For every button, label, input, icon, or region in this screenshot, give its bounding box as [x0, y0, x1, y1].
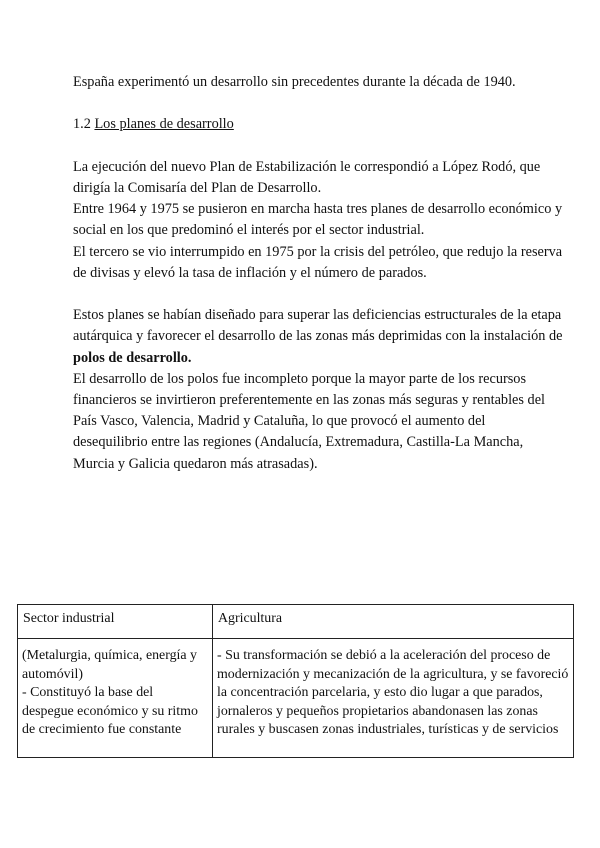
polos-de-desarrollo-bold: polos de desarrollo.	[73, 349, 192, 366]
intro-paragraph: España experimentó un desarrollo sin precedentes durante la década de 1940.	[73, 74, 516, 90]
table-header-row	[18, 605, 574, 639]
text-body	[73, 72, 563, 475]
section-title: Los planes de desarrollo	[94, 116, 234, 133]
cell-agricultura-text: - Su transformación se debió a la aceleración del proceso de modernización y mecanización de la agricultura, y se favoreció la concentración parcelaria, y esto dio lugar a que parados, jornaleros y pequeños propietarios abandonasen las zonas rurales y buscasen zonas industriales, turísticas y de servicios	[217, 648, 569, 737]
header-sector-industrial: Sector industrial	[18, 605, 213, 639]
sectors-table	[17, 604, 574, 758]
paragraph-planes-1964-1975: Entre 1964 y 1975 se pusieron en marcha hasta tres planes de desarrollo económico y social en los que predominó el interés por el sector industrial.	[73, 201, 563, 239]
cell-sector-industrial	[18, 639, 213, 758]
paragraph-plan-estabilizacion: La ejecución del nuevo Plan de Estabilización le correspondió a López Rodó, que dirigía la Comisaría del Plan de Desarrollo.	[73, 158, 541, 196]
cell-agricultura	[213, 639, 574, 758]
paragraph-polos	[73, 305, 563, 369]
table-row	[18, 639, 574, 758]
header-agricultura: Agricultura	[213, 605, 574, 639]
paragraph-desequilibrio: El desarrollo de los polos fue incompleto porque la mayor parte de los recursos financieros se invirtieron preferentemente en las zonas más seguras y rentables del País Vasco, Valencia, Madrid y Cataluña, lo que provocó el aumento del desequilibrio entre las regiones (Andalucía, Extremadura, Castilla-La Mancha, Murcia y Galicia quedaron más atrasadas).	[73, 370, 546, 472]
section-heading	[73, 114, 563, 135]
paragraph-polos-text: Estos planes se habían diseñado para superar las deficiencias estructurales de la etapa autárquica y favorecer el desarrollo de las zonas más deprimidas con la instalación de	[73, 307, 563, 345]
section-number: 1.2	[73, 116, 91, 133]
cell-sector-industrial-text: (Metalurgia, química, energía y automóvil) - Constituyó la base del despegue económico y su ritmo de crecimiento fue constante	[22, 648, 198, 737]
paragraph-crisis-petroleo: El tercero se vio interrumpido en 1975 por la crisis del petróleo, que redujo la reserva de divisas y elevó la tasa de inflación y el número de parados.	[73, 243, 563, 281]
